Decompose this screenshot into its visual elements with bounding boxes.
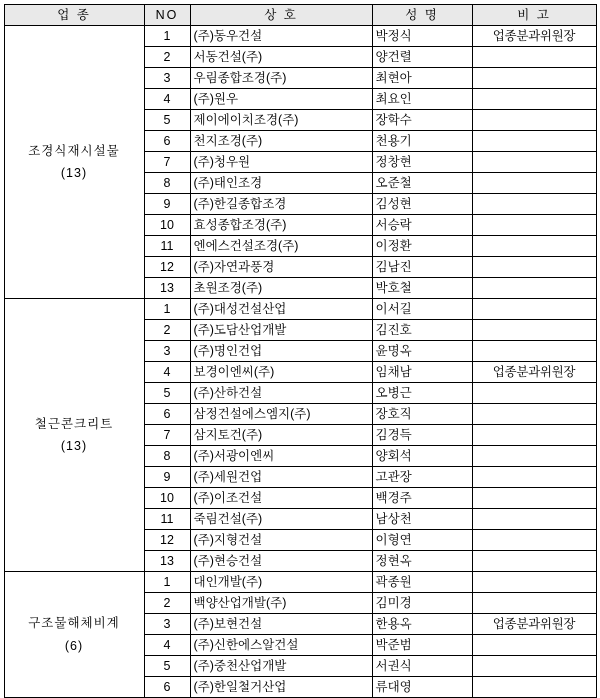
company-name-cell: (주)명인건업 — [190, 341, 372, 362]
person-name-cell: 김남진 — [372, 257, 472, 278]
company-name-cell: 백양산업개발(주) — [190, 593, 372, 614]
person-name-cell: 한용옥 — [372, 614, 472, 635]
company-name-cell: (주)한길종합조경 — [190, 194, 372, 215]
row-number-cell: 6 — [144, 404, 190, 425]
row-number-cell: 10 — [144, 488, 190, 509]
company-name-cell: (주)신한에스알건설 — [190, 635, 372, 656]
category-count: (13) — [60, 166, 88, 180]
note-cell — [472, 572, 596, 593]
row-number-cell: 2 — [144, 320, 190, 341]
row-number-cell: 3 — [144, 614, 190, 635]
row-number-cell: 5 — [144, 383, 190, 404]
company-name-cell: (주)지형건설 — [190, 530, 372, 551]
note-cell — [472, 110, 596, 131]
category-name: 구조물해체비계 — [28, 616, 120, 630]
company-name-cell: (주)자연과풍경 — [190, 257, 372, 278]
note-cell — [472, 383, 596, 404]
company-name-cell: (주)보현건설 — [190, 614, 372, 635]
person-name-cell: 김경득 — [372, 425, 472, 446]
company-name-cell: 엔에스건설조경(주) — [190, 236, 372, 257]
row-number-cell: 4 — [144, 89, 190, 110]
row-number-cell: 4 — [144, 362, 190, 383]
company-name-cell: (주)현승건설 — [190, 551, 372, 572]
row-number-cell: 3 — [144, 68, 190, 89]
company-name-cell: 서동건설(주) — [190, 47, 372, 68]
person-name-cell: 정창현 — [372, 152, 472, 173]
person-name-cell: 양건렬 — [372, 47, 472, 68]
person-name-cell: 김진호 — [372, 320, 472, 341]
row-number-cell: 8 — [144, 446, 190, 467]
note-cell — [472, 677, 596, 698]
note-cell — [472, 467, 596, 488]
column-header-person: 성 명 — [372, 5, 472, 26]
category-name: 철근콘크리트 — [34, 416, 114, 431]
note-cell — [472, 257, 596, 278]
row-number-cell: 13 — [144, 551, 190, 572]
company-name-cell: (주)중천산업개발 — [190, 656, 372, 677]
table-body — [4, 26, 596, 698]
row-number-cell: 10 — [144, 215, 190, 236]
company-name-cell: 대인개발(주) — [190, 572, 372, 593]
row-number-cell: 9 — [144, 467, 190, 488]
person-name-cell: 고관장 — [372, 467, 472, 488]
company-name-cell: (주)산하건설 — [190, 383, 372, 404]
company-name-cell: 천지조경(주) — [190, 131, 372, 152]
category-cell — [4, 572, 144, 698]
company-name-cell: 우림종합조경(주) — [190, 68, 372, 89]
note-cell — [472, 68, 596, 89]
table-header — [4, 5, 596, 26]
person-name-cell: 곽종원 — [372, 572, 472, 593]
person-name-cell: 임채남 — [372, 362, 472, 383]
company-name-cell: (주)서광이엔씨 — [190, 446, 372, 467]
row-number-cell: 3 — [144, 341, 190, 362]
company-name-cell: 제이에이치조경(주) — [190, 110, 372, 131]
person-name-cell: 최요인 — [372, 89, 472, 110]
company-name-cell: (주)한일철거산업 — [190, 677, 372, 698]
person-name-cell: 박호철 — [372, 278, 472, 299]
note-cell — [472, 299, 596, 320]
person-name-cell: 류대영 — [372, 677, 472, 698]
row-number-cell: 1 — [144, 26, 190, 47]
row-number-cell: 9 — [144, 194, 190, 215]
row-number-cell: 6 — [144, 131, 190, 152]
note-cell — [472, 341, 596, 362]
person-name-cell: 양회석 — [372, 446, 472, 467]
person-name-cell: 박준범 — [372, 635, 472, 656]
category-name: 조경식재시설물 — [28, 143, 120, 158]
row-number-cell: 13 — [144, 278, 190, 299]
table-header-row — [4, 5, 596, 26]
person-name-cell: 천용기 — [372, 131, 472, 152]
category-count: (13) — [60, 439, 88, 453]
note-cell — [472, 635, 596, 656]
person-name-cell: 오병근 — [372, 383, 472, 404]
row-number-cell: 8 — [144, 173, 190, 194]
column-header-no: NO — [144, 5, 190, 26]
row-number-cell: 7 — [144, 152, 190, 173]
company-name-cell: (주)세원건업 — [190, 467, 372, 488]
table-row — [4, 299, 596, 320]
category-cell — [4, 299, 144, 572]
note-cell: 업종분과위원장 — [472, 614, 596, 635]
row-number-cell: 2 — [144, 593, 190, 614]
note-cell — [472, 89, 596, 110]
row-number-cell: 2 — [144, 47, 190, 68]
person-name-cell: 장호직 — [372, 404, 472, 425]
company-name-cell: 효성종합조경(주) — [190, 215, 372, 236]
person-name-cell: 이정환 — [372, 236, 472, 257]
table-row — [4, 572, 596, 593]
row-number-cell: 5 — [144, 110, 190, 131]
row-number-cell: 6 — [144, 677, 190, 698]
row-number-cell: 11 — [144, 236, 190, 257]
column-header-note: 비 고 — [472, 5, 596, 26]
person-name-cell: 최현아 — [372, 68, 472, 89]
note-cell — [472, 530, 596, 551]
person-name-cell: 서승락 — [372, 215, 472, 236]
company-name-cell: (주)원우 — [190, 89, 372, 110]
company-name-cell: (주)도담산업개발 — [190, 320, 372, 341]
table-row — [4, 26, 596, 47]
note-cell: 업종분과위원장 — [472, 362, 596, 383]
person-name-cell: 백경주 — [372, 488, 472, 509]
note-cell — [472, 320, 596, 341]
row-number-cell: 5 — [144, 656, 190, 677]
column-header-company: 상 호 — [190, 5, 372, 26]
business-registry-table — [4, 4, 597, 698]
company-name-cell: 초원조경(주) — [190, 278, 372, 299]
category-count: (6) — [64, 638, 84, 653]
note-cell — [472, 236, 596, 257]
company-name-cell: 삼지토건(주) — [190, 425, 372, 446]
note-cell — [472, 47, 596, 68]
person-name-cell: 장학수 — [372, 110, 472, 131]
company-name-cell: 삼정건설에스엠지(주) — [190, 404, 372, 425]
person-name-cell: 윤명옥 — [372, 341, 472, 362]
row-number-cell: 7 — [144, 425, 190, 446]
row-number-cell: 1 — [144, 299, 190, 320]
row-number-cell: 11 — [144, 509, 190, 530]
category-cell — [4, 26, 144, 299]
note-cell — [472, 656, 596, 677]
company-name-cell: (주)동우건설 — [190, 26, 372, 47]
note-cell — [472, 152, 596, 173]
column-header-category: 업 종 — [4, 5, 144, 26]
note-cell — [472, 446, 596, 467]
person-name-cell: 박정식 — [372, 26, 472, 47]
note-cell — [472, 131, 596, 152]
company-name-cell: (주)태인조경 — [190, 173, 372, 194]
person-name-cell: 남상천 — [372, 509, 472, 530]
company-name-cell: 죽림건설(주) — [190, 509, 372, 530]
person-name-cell: 서권식 — [372, 656, 472, 677]
note-cell — [472, 593, 596, 614]
note-cell — [472, 404, 596, 425]
person-name-cell: 오준철 — [372, 173, 472, 194]
note-cell — [472, 425, 596, 446]
row-number-cell: 1 — [144, 572, 190, 593]
company-name-cell: (주)청우원 — [190, 152, 372, 173]
note-cell — [472, 278, 596, 299]
person-name-cell: 이형연 — [372, 530, 472, 551]
row-number-cell: 4 — [144, 635, 190, 656]
person-name-cell: 이서길 — [372, 299, 472, 320]
note-cell — [472, 173, 596, 194]
person-name-cell: 정현옥 — [372, 551, 472, 572]
company-name-cell: (주)대성건설산업 — [190, 299, 372, 320]
note-cell — [472, 551, 596, 572]
note-cell — [472, 215, 596, 236]
company-name-cell: (주)이조건설 — [190, 488, 372, 509]
row-number-cell: 12 — [144, 530, 190, 551]
note-cell — [472, 509, 596, 530]
note-cell: 업종분과위원장 — [472, 26, 596, 47]
note-cell — [472, 194, 596, 215]
person-name-cell: 김성현 — [372, 194, 472, 215]
person-name-cell: 김미경 — [372, 593, 472, 614]
note-cell — [472, 488, 596, 509]
company-name-cell: 보경이엔씨(주) — [190, 362, 372, 383]
row-number-cell: 12 — [144, 257, 190, 278]
